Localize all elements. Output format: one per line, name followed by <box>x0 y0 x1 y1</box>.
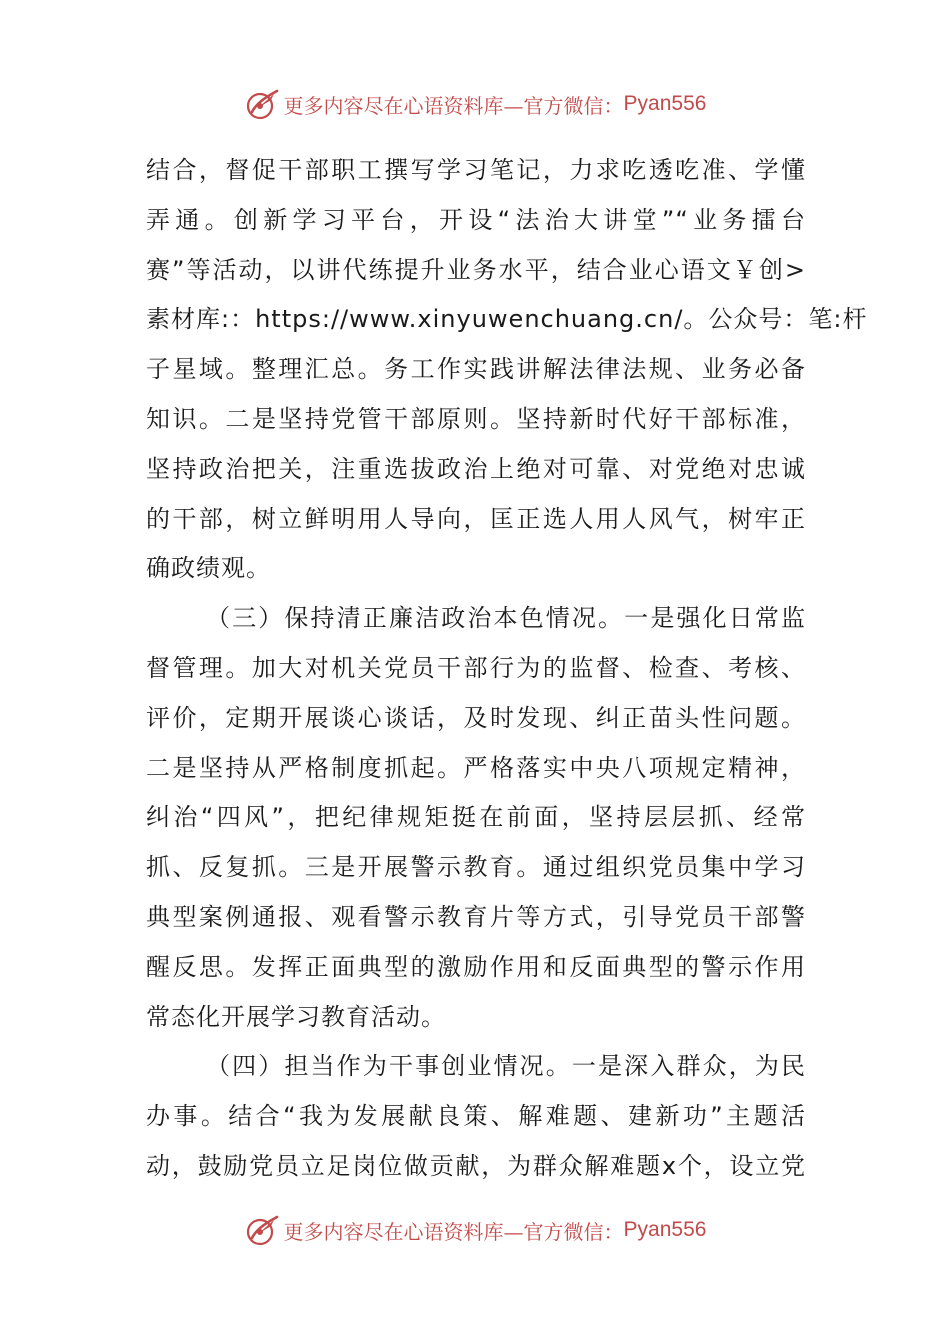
text-line: 抓、反复抓。三是开展警示教育。通过组织党员集中学习 <box>146 853 806 882</box>
watermark-wechat-id: Pyan556 <box>623 1218 707 1241</box>
text-line: 评价，定期开展谈心谈话，及时发现、纠正苗头性问题。 <box>146 703 806 732</box>
text-line: 确政绩观。 <box>146 554 271 583</box>
text-line: 赛”等活动，以讲代练提升业务水平，结合业心语文￥创> <box>146 255 806 284</box>
section-heading-line: （四）担当作为干事创业情况。一是深入群众，为民 <box>206 1052 806 1081</box>
text-line: 结合，督促干部职工撰写学习笔记，力求吃透吃准、学懂 <box>146 156 806 184</box>
text-line: 知识。二是坚持党管干部原则。坚持新时代好干部标准， <box>146 404 806 433</box>
document-body <box>146 146 868 1192</box>
text-line: 督管理。加大对机关党员干部行为的监督、检查、考核、 <box>146 653 806 682</box>
text-line: 醒反思。发挥正面典型的激励作用和反面典型的警示作用 <box>146 952 806 981</box>
text-line: 典型案例通报、观看警示教育片等方式，引导党员干部警 <box>146 902 806 931</box>
text-line: 二是坚持从严格制度抓起。严格落实中央八项规定精神， <box>146 753 806 782</box>
section-heading-line: （三）保持清正廉洁政治本色情况。一是强化日常监 <box>206 604 806 633</box>
text-line: 弄通。创新学习平台，开设“法治大讲堂”“业务擂台 <box>146 205 806 234</box>
text-line: 办事。结合“我为发展献良策、解难题、建新功”主题活 <box>146 1102 806 1131</box>
text-line: 素材库:：https://www.xinyuwenchuang.cn/。公众号：笔:杆 <box>146 305 868 334</box>
watermark-wechat-id: Pyan556 <box>623 92 707 115</box>
text-line: 动，鼓励党员立足岗位做贡献，为群众解难题x个，设立党 <box>146 1151 806 1180</box>
text-line: 的干部，树立鲜明用人导向，匡正选人用人风气，树牢正 <box>146 504 806 533</box>
text-line: 纠治“四风”，把纪律规矩挺在前面，坚持层层抓、经常 <box>146 803 806 832</box>
watermark-header <box>0 84 950 124</box>
watermark-footer <box>0 1210 950 1250</box>
watermark-text: 更多内容尽在心语资料库—官方微信： <box>283 1219 624 1244</box>
pen-logo-icon <box>244 86 280 122</box>
pen-logo-icon <box>244 1212 280 1248</box>
text-line: 常态化开展学习教育活动。 <box>146 1002 446 1031</box>
text-line: 坚持政治把关，注重选拔政治上绝对可靠、对党绝对忠诚 <box>146 454 806 483</box>
text-line: 子星域。整理汇总。务工作实践讲解法律法规、业务必备 <box>146 355 806 384</box>
watermark-text: 更多内容尽在心语资料库—官方微信： <box>283 93 624 118</box>
